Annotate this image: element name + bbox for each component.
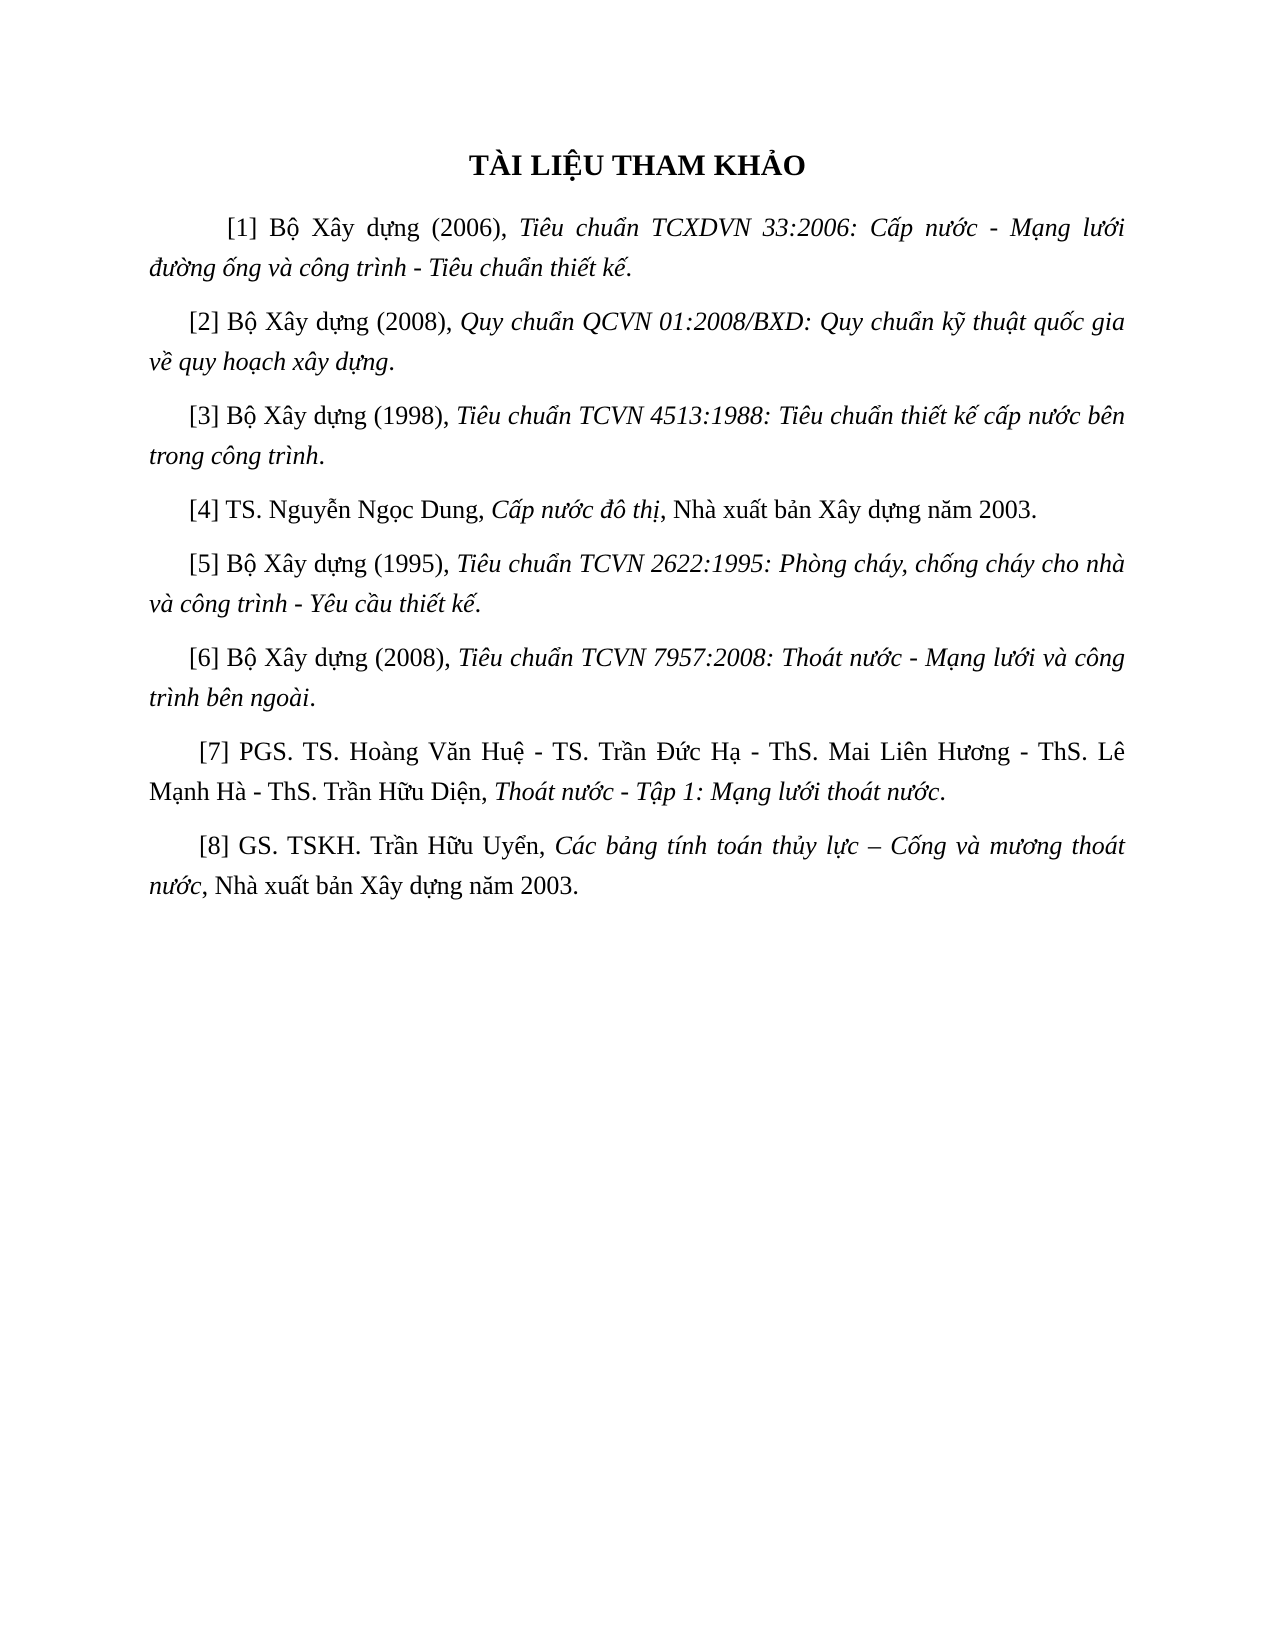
reference-prefix: [4] TS. Nguyễn Ngọc Dung, — [189, 495, 492, 524]
reference-suffix: . — [939, 777, 946, 806]
reference-title: Các bảng tính toán thủy lực – Cống và mương thoát nước — [149, 831, 1125, 900]
reference-item-7 — [149, 732, 1125, 812]
reference-item-8 — [149, 826, 1125, 906]
reference-title: Tiêu chuẩn TCVN 2622:1995: Phòng cháy, chống cháy cho nhà và công trình - Yêu cầu thiết kế — [149, 549, 1126, 618]
reference-suffix: . — [625, 253, 632, 282]
reference-prefix: [2] Bộ Xây dựng (2008), — [189, 307, 460, 336]
reference-item-2 — [149, 302, 1125, 382]
reference-prefix: [8] GS. TSKH. Trần Hữu Uyển, — [199, 831, 555, 860]
reference-title: Thoát nước - Tập 1: Mạng lưới thoát nước — [494, 777, 940, 806]
reference-prefix: [3] Bộ Xây dựng (1998), — [189, 401, 457, 430]
reference-title: Tiêu chuẩn TCXDVN 33:2006: Cấp nước - Mạng lưới đường ống và công trình - Tiêu chuẩn thiết kế — [149, 213, 1125, 282]
reference-item-4 — [149, 490, 1125, 530]
reference-title: Cấp nước đô thị — [491, 495, 660, 524]
reference-title: Tiêu chuẩn TCVN 4513:1988: Tiêu chuẩn thiết kế cấp nước bên trong công trình — [149, 401, 1125, 470]
reference-suffix: , Nhà xuất bản Xây dựng năm 2003. — [201, 871, 579, 900]
page-title: TÀI LIỆU THAM KHẢO — [468, 149, 807, 182]
reference-suffix: . — [388, 347, 395, 376]
reference-title: Tiêu chuẩn TCVN 7957:2008: Thoát nước - Mạng lưới và công trình bên ngoài — [149, 643, 1125, 712]
reference-prefix: [1] Bộ Xây dựng (2006), — [227, 213, 520, 242]
reference-prefix: [5] Bộ Xây dựng (1995), — [189, 549, 457, 578]
reference-item-5 — [149, 544, 1125, 624]
reference-list — [149, 208, 1125, 920]
reference-prefix: [6] Bộ Xây dựng (2008), — [189, 643, 458, 672]
reference-suffix: . — [474, 589, 482, 618]
reference-suffix: , Nhà xuất bản Xây dựng năm 2003. — [660, 495, 1038, 524]
reference-prefix: [7] PGS. TS. Hoàng Văn Huệ - TS. Trần Đức Hạ - ThS. Mai Liên Hương - ThS. Lê Mạnh Hà - ThS. Trần Hữu Diện, — [149, 737, 1125, 806]
reference-suffix: . — [309, 683, 316, 712]
reference-item-3 — [149, 396, 1125, 476]
reference-item-6 — [149, 638, 1125, 718]
reference-item-1 — [149, 208, 1125, 288]
reference-title: Quy chuẩn QCVN 01:2008/BXD: Quy chuẩn kỹ thuật quốc gia về quy hoạch xây dựng — [149, 307, 1125, 376]
reference-suffix: . — [318, 441, 325, 470]
